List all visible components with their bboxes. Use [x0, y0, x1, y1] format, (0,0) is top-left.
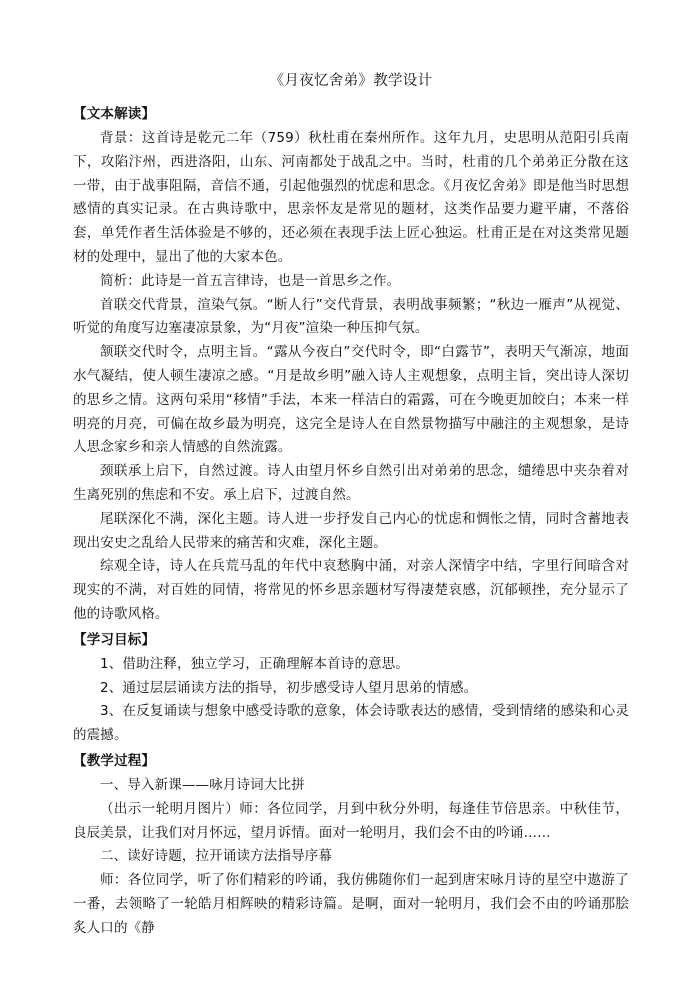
paragraph-first-couplet: 首联交代背景，渲染气氛。“断人行”交代背景，表明战事频繁；“秋边一雁声”从视觉、听觉的角度写边塞凄凉景象，为“月夜”渲染一种压抑气氛。 — [73, 296, 629, 337]
objective-item: 1、借助注释，独立学习，正确理解本首诗的意思。 — [100, 655, 410, 672]
paragraph-brief-analysis: 简析：此诗是一首五言律诗，也是一首思乡之作。 — [100, 272, 401, 289]
objective-item: 2、通过层层诵读方法的指导，初步感受诗人望月思弟的情感。 — [100, 679, 478, 696]
section-heading-process: 【教学过程】 — [73, 752, 156, 769]
paragraph-third-couplet: 颈联承上启下，自然过渡。诗人由望月怀乡自然引出对弟弟的思念，缱绻思中夹杂着对生离死别的焦虑和不安。承上启下，过渡自然。 — [73, 463, 629, 503]
section-heading-text-analysis: 【文本解读】 — [73, 106, 156, 122]
process-step-heading: 二、读好诗题，拉开诵读方法指导序幕 — [100, 848, 333, 865]
process-paragraph: 师：各位同学，听了你们精彩的吟诵，我仿佛随你们一起到唐宋咏月诗的星空中遨游了一番，去领略了一轮皓月相辉映的精彩诗篇。是啊，面对一轮明月，我们会不由的吟诵那脍炙人口的《静 — [73, 872, 629, 936]
process-step-heading: 一、导入新课——咏月诗词大比拼 — [100, 776, 305, 793]
objective-item: 3、在反复诵读与想象中感受诗歌的意象，体会诗歌表达的感情，受到情绪的感染和心灵的震撼。 — [73, 703, 629, 744]
paragraph-second-couplet: 颔联交代时令，点明主旨。“露从今夜白”交代时令，即“白露节”，表明天气渐凉，地面水气凝结，使人顿生凄凉之感。“月是故乡明”融入诗人主观想象，点明主旨，突出诗人深切的思乡之情。这两句采用“移情”手法，本来一样洁白的霜露，可在今晚更加皎白；本来一样明亮的月亮，可偏在故乡最为明亮，这完全是诗人在自然景物描写中融注的主观想象，是诗人思念家乡和亲人情感的自然流露。 — [73, 344, 629, 456]
paragraph-summary: 综观全诗，诗人在兵荒马乱的年代中哀愁胸中涌，对亲人深情字中结，字里行间暗含对现实的不满，对百姓的同情，将常见的怀乡思亲题材写得凄楚哀感，沉郁顿挫，充分显示了他的诗歌风格。 — [73, 558, 629, 622]
document-title: 《月夜忆舍弟》教学设计 — [269, 73, 433, 89]
paragraph-background: 背景：这首诗是乾元二年（759）秋杜甫在秦州所作。这年九月，史思明从范阳引兵南下，攻陷汴州，西进洛阳，山东、河南都处于战乱之中。当时，杜甫的几个弟弟正分散在这一带，由于战事阻隔，音信不通，引起他强烈的忧虑和思念。《月夜忆舍弟》即是他当时思想感情的真实记录。在古典诗歌中，思亲怀友是常见的题材，这类作品要力避平庸，不落俗套，单凭作者生活体验是不够的，还必须在表现手法上匠心独运。杜甫正是在对这类常见题材的处理中，显出了他的大家本色。 — [73, 130, 629, 265]
document-page — [73, 70, 629, 941]
section-heading-objectives: 【学习目标】 — [73, 631, 156, 648]
process-paragraph: （出示一轮明月图片）师：各位同学，月到中秋分外明，每逢佳节倍思亲。中秋佳节，良辰美景，让我们对月怀远，望月诉情。面对一轮明月，我们会不由的吟诵…… — [73, 800, 629, 841]
paragraph-last-couplet: 尾联深化不满，深化主题。诗人进一步抒发自己内心的忧虑和惆怅之情，同时含蓄地表现出安史之乱给人民带来的痛苦和灾难，深化主题。 — [73, 510, 629, 551]
